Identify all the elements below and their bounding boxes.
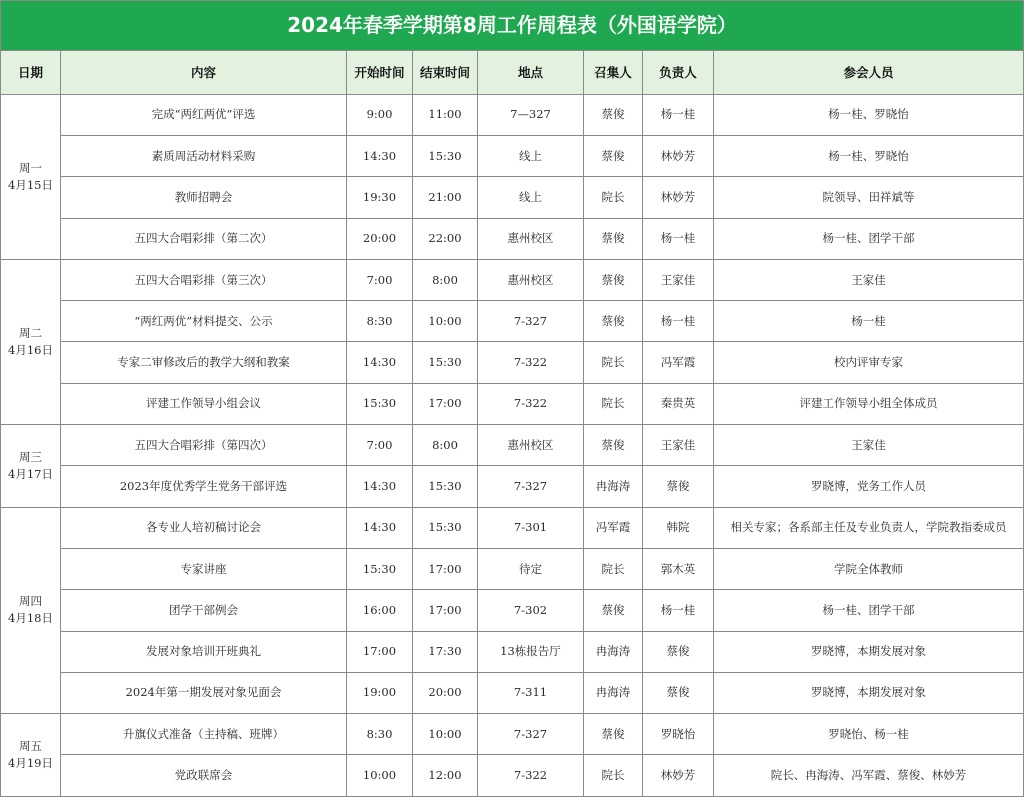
table-row [1,342,1024,383]
weekday-label: 周四 [19,594,42,609]
attendees-cell: 学院全体教师 [714,548,1024,589]
convener-cell: 冉海涛 [584,631,643,672]
convener-cell: 蔡俊 [584,301,643,342]
place-cell: 线上 [478,135,584,176]
attendees-cell: 杨一桂、罗晓怡 [714,135,1024,176]
attendees-cell: 杨一桂、团学干部 [714,218,1024,259]
leader-cell: 蔡俊 [643,631,714,672]
convener-cell: 蔡俊 [584,714,643,755]
leader-cell: 王家佳 [643,259,714,300]
leader-cell: 冯军霞 [643,342,714,383]
start-time-cell: 20:00 [347,218,413,259]
attendees-cell: 相关专家；各系部主任及专业负责人，学院教指委成员 [714,507,1024,548]
header-place: 地点 [478,51,584,94]
leader-cell: 蔡俊 [643,672,714,713]
leader-cell: 郭木英 [643,548,714,589]
leader-cell: 林妙芳 [643,135,714,176]
day-cell [1,714,61,797]
weekday-label: 周五 [19,739,42,754]
event-content-cell: 2024年第一期发展对象见面会 [61,672,347,713]
end-time-cell: 22:00 [413,218,478,259]
end-time-cell: 8:00 [413,425,478,466]
date-label: 4月16日 [8,342,53,357]
attendees-cell: 罗晓博，本期发展对象 [714,631,1024,672]
start-time-cell: 19:00 [347,672,413,713]
place-cell: 7-302 [478,590,584,631]
place-cell: 7-322 [478,755,584,797]
convener-cell: 院长 [584,342,643,383]
date-label: 4月15日 [8,177,53,192]
leader-cell: 杨一桂 [643,590,714,631]
day-cell [1,425,61,508]
event-content-cell: “两红两优”材料提交、公示 [61,301,347,342]
table-row [1,383,1024,424]
table-row [1,301,1024,342]
event-content-cell: 党政联席会 [61,755,347,797]
convener-cell: 冯军霞 [584,507,643,548]
table-row [1,507,1024,548]
convener-cell: 蔡俊 [584,94,643,135]
place-cell: 7-327 [478,714,584,755]
attendees-cell: 罗晓怡、杨一桂 [714,714,1024,755]
end-time-cell: 21:00 [413,177,478,218]
date-label: 4月18日 [8,611,53,626]
event-content-cell: 完成“两红两优”评选 [61,94,347,135]
header-leader: 负责人 [643,51,714,94]
table-row [1,135,1024,176]
header-content: 内容 [61,51,347,94]
end-time-cell: 17:30 [413,631,478,672]
attendees-cell: 王家佳 [714,259,1024,300]
place-cell: 惠州校区 [478,218,584,259]
event-content-cell: 专家二审修改后的教学大纲和教案 [61,342,347,383]
start-time-cell: 8:30 [347,714,413,755]
weekday-label: 周一 [19,160,42,175]
event-content-cell: 各专业人培初稿讨论会 [61,507,347,548]
table-row [1,259,1024,300]
place-cell: 7-311 [478,672,584,713]
place-cell: 线上 [478,177,584,218]
end-time-cell: 17:00 [413,383,478,424]
leader-cell: 林妙芳 [643,755,714,797]
place-cell: 7—327 [478,94,584,135]
header-end-time: 结束时间 [413,51,478,94]
start-time-cell: 14:30 [347,466,413,507]
event-content-cell: 五四大合唱彩排（第二次） [61,218,347,259]
start-time-cell: 10:00 [347,755,413,797]
leader-cell: 蔡俊 [643,466,714,507]
header-attendees: 参会人员 [714,51,1024,94]
start-time-cell: 8:30 [347,301,413,342]
place-cell: 7-322 [478,342,584,383]
start-time-cell: 7:00 [347,425,413,466]
attendees-cell: 杨一桂、罗晓怡 [714,94,1024,135]
end-time-cell: 11:00 [413,94,478,135]
event-content-cell: 素质周活动材料采购 [61,135,347,176]
leader-cell: 杨一桂 [643,301,714,342]
table-row [1,672,1024,713]
convener-cell: 院长 [584,383,643,424]
event-content-cell: 教师招聘会 [61,177,347,218]
start-time-cell: 9:00 [347,94,413,135]
event-content-cell: 升旗仪式准备（主持稿、班牌） [61,714,347,755]
date-label: 4月17日 [8,466,53,481]
header-date: 日期 [1,51,61,94]
attendees-cell: 杨一桂 [714,301,1024,342]
convener-cell: 院长 [584,548,643,589]
start-time-cell: 16:00 [347,590,413,631]
end-time-cell: 8:00 [413,259,478,300]
day-cell [1,94,61,259]
end-time-cell: 10:00 [413,301,478,342]
event-content-cell: 发展对象培训开班典礼 [61,631,347,672]
leader-cell: 林妙芳 [643,177,714,218]
attendees-cell: 罗晓博，本期发展对象 [714,672,1024,713]
start-time-cell: 15:30 [347,383,413,424]
day-cell [1,259,61,424]
place-cell: 惠州校区 [478,259,584,300]
convener-cell: 院长 [584,755,643,797]
attendees-cell: 评建工作领导小组全体成员 [714,383,1024,424]
weekday-label: 周三 [19,449,42,464]
page-title: 2024年春季学期第8周工作周程表（外国语学院） [1,1,1024,51]
convener-cell: 院长 [584,177,643,218]
start-time-cell: 19:30 [347,177,413,218]
start-time-cell: 17:00 [347,631,413,672]
table-row [1,631,1024,672]
attendees-cell: 罗晓博，党务工作人员 [714,466,1024,507]
place-cell: 7-322 [478,383,584,424]
end-time-cell: 15:30 [413,507,478,548]
event-content-cell: 专家讲座 [61,548,347,589]
event-content-cell: 五四大合唱彩排（第三次） [61,259,347,300]
leader-cell: 王家佳 [643,425,714,466]
header-convener: 召集人 [584,51,643,94]
header-row [1,51,1024,94]
table-row [1,590,1024,631]
start-time-cell: 14:30 [347,135,413,176]
place-cell: 13栋报告厅 [478,631,584,672]
attendees-cell: 校内评审专家 [714,342,1024,383]
convener-cell: 冉海涛 [584,672,643,713]
table-row [1,755,1024,797]
place-cell: 7-327 [478,301,584,342]
place-cell: 7-327 [478,466,584,507]
leader-cell: 秦贵英 [643,383,714,424]
attendees-cell: 院领导、田祥斌等 [714,177,1024,218]
place-cell: 7-301 [478,507,584,548]
event-content-cell: 团学干部例会 [61,590,347,631]
place-cell: 惠州校区 [478,425,584,466]
convener-cell: 蔡俊 [584,425,643,466]
end-time-cell: 20:00 [413,672,478,713]
place-cell: 待定 [478,548,584,589]
start-time-cell: 14:30 [347,507,413,548]
attendees-cell: 院长、冉海涛、冯军霞、蔡俊、林妙芳 [714,755,1024,797]
event-content-cell: 五四大合唱彩排（第四次） [61,425,347,466]
end-time-cell: 15:30 [413,135,478,176]
convener-cell: 蔡俊 [584,590,643,631]
end-time-cell: 10:00 [413,714,478,755]
date-label: 4月19日 [8,756,53,771]
convener-cell: 蔡俊 [584,135,643,176]
header-start-time: 开始时间 [347,51,413,94]
end-time-cell: 17:00 [413,590,478,631]
start-time-cell: 15:30 [347,548,413,589]
event-content-cell: 评建工作领导小组会议 [61,383,347,424]
day-cell [1,507,61,713]
convener-cell: 蔡俊 [584,259,643,300]
convener-cell: 蔡俊 [584,218,643,259]
end-time-cell: 15:30 [413,342,478,383]
leader-cell: 罗晓怡 [643,714,714,755]
start-time-cell: 7:00 [347,259,413,300]
table-row [1,425,1024,466]
table-row [1,177,1024,218]
table-row [1,466,1024,507]
event-content-cell: 2023年度优秀学生党务干部评选 [61,466,347,507]
weekday-label: 周二 [19,325,42,340]
end-time-cell: 15:30 [413,466,478,507]
leader-cell: 杨一桂 [643,218,714,259]
table-row [1,218,1024,259]
table-row [1,94,1024,135]
end-time-cell: 17:00 [413,548,478,589]
end-time-cell: 12:00 [413,755,478,797]
table-row [1,548,1024,589]
leader-cell: 韩院 [643,507,714,548]
attendees-cell: 杨一桂、团学干部 [714,590,1024,631]
start-time-cell: 14:30 [347,342,413,383]
attendees-cell: 王家佳 [714,425,1024,466]
table-row [1,714,1024,755]
leader-cell: 杨一桂 [643,94,714,135]
convener-cell: 冉海涛 [584,466,643,507]
